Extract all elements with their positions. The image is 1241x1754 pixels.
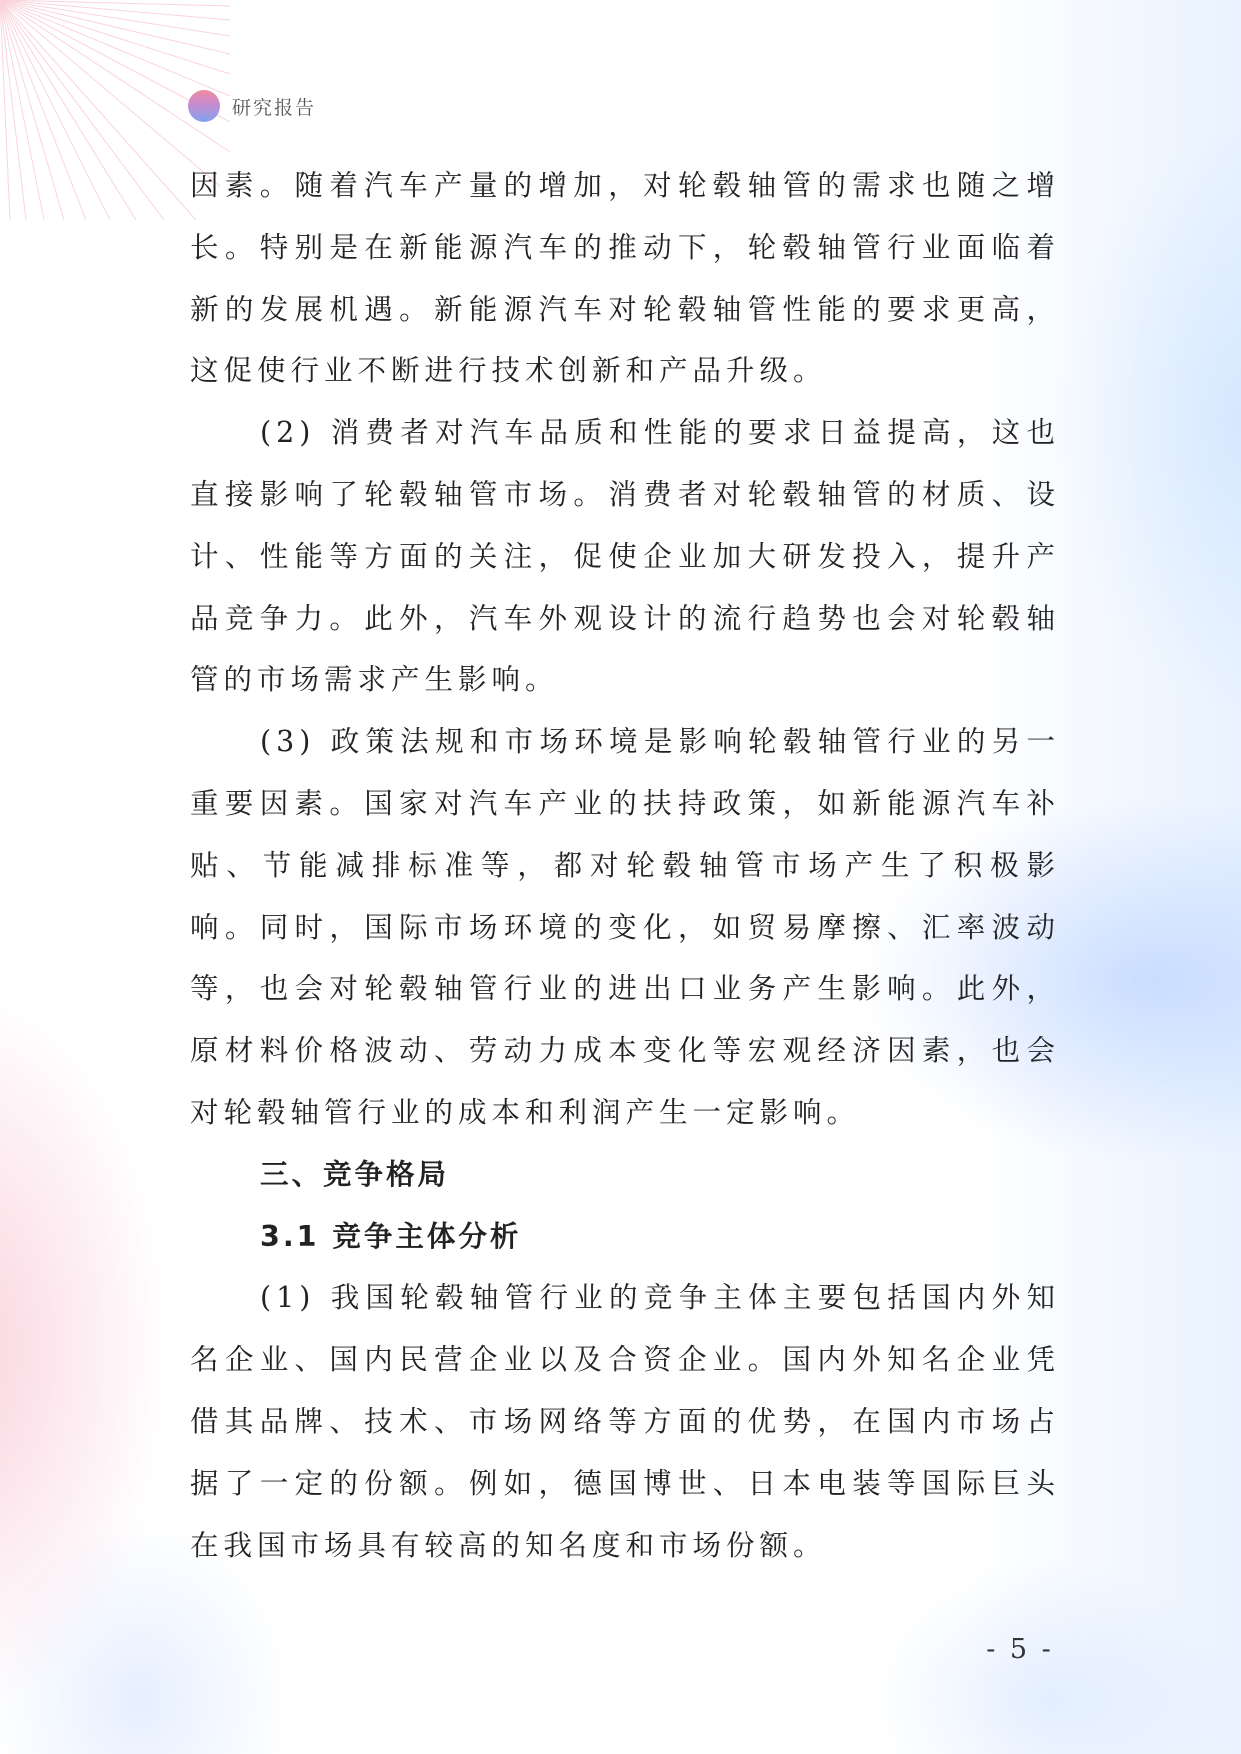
subsection-heading: 3.1 竞争主体分析 <box>260 1219 522 1253</box>
body-content <box>190 155 1060 1576</box>
header-title: 研究报告 <box>232 96 317 119</box>
paragraph-consumer-demand: (2) 消费者对汽车品质和性能的要求日益提高，这也直接影响了轮毂轴管市场。消费者对轮毂轴管的材质、设计、性能等方面的关注，促使企业加大研发投入，提升产品竞争力。此外，汽车外观设计的流行趋势也会对轮毂轴管的市场需求产生影响。 <box>190 416 1060 697</box>
paragraph-competitors: (1) 我国轮毂轴管行业的竞争主体主要包括国内外知名企业、国内民营企业以及合资企业。国内外知名企业凭借其品牌、技术、市场网络等方面的优势，在国内市场占据了一定的份额。例如，德国博世、日本电装等国际巨头在我国市场具有较高的知名度和市场份额。 <box>190 1281 1060 1562</box>
section-heading: 三、竞争格局 <box>260 1157 450 1191</box>
logo-circle-icon <box>188 90 220 122</box>
paragraph-policy-environment: (3) 政策法规和市场环境是影响轮毂轴管行业的另一重要因素。国家对汽车产业的扶持政策，如新能源汽车补贴、节能减排标准等，都对轮毂轴管市场产生了积极影响。同时，国际市场环境的变化，如贸易摩擦、汇率波动等，也会对轮毂轴管行业的进出口业务产生影响。此外，原材料价格波动、劳动力成本变化等宏观经济因素，也会对轮毂轴管行业的成本和利润产生一定影响。 <box>190 725 1060 1129</box>
page-number: - 5 - <box>986 1634 1054 1665</box>
report-header <box>188 89 316 123</box>
paragraph-continuation: 因素。随着汽车产量的增加，对轮毂轴管的需求也随之增长。特别是在新能源汽车的推动下，轮毂轴管行业面临着新的发展机遇。新能源汽车对轮毂轴管性能的要求更高，这促使行业不断进行技术创新和产品升级。 <box>190 169 1060 388</box>
